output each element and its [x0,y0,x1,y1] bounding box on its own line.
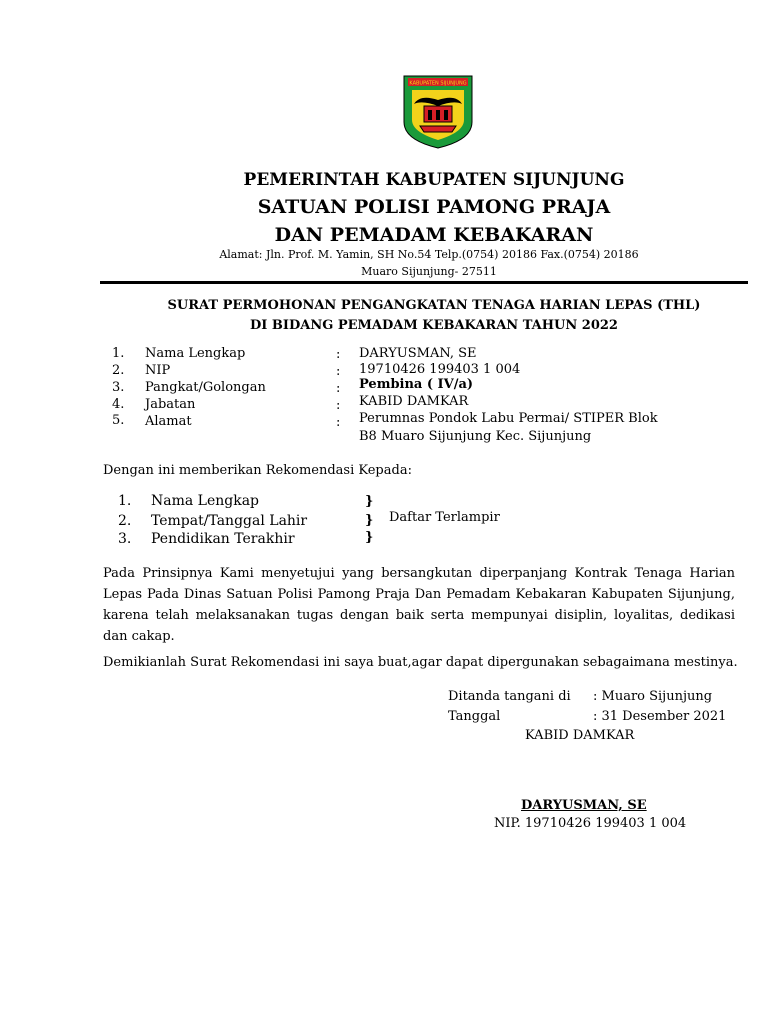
applicant-value: DARYUSMAN, SE [359,346,477,361]
date-label: Tanggal [448,709,501,724]
signed-at-value: : Muaro Sijunjung [593,689,713,704]
signer-name: DARYUSMAN, SE [521,798,647,813]
applicant-value: 19710426 199403 1 004 [359,362,521,377]
applicant-colon: : [336,398,341,413]
recipient-brace: } [365,494,374,509]
recipient-num: 2. [118,513,132,529]
applicant-label: Nama Lengkap [145,346,246,361]
applicant-colon: : [336,415,341,430]
recipient-label: Nama Lengkap [151,493,260,509]
signer-nip: NIP. 19710426 199403 1 004 [494,816,687,831]
regency-logo [398,70,478,150]
recipient-note: Daftar Terlampir [389,510,500,525]
applicant-num: 3. [112,380,125,395]
recipient-num: 3. [118,531,132,547]
recipient-brace: } [365,513,374,528]
recommendation-intro: Dengan ini memberikan Rekomendasi Kepada: [103,463,412,478]
applicant-label: NIP [145,363,171,378]
signer-position: KABID DAMKAR [525,728,635,743]
logo-text: KABUPATEN SIJUNJUNG [409,80,467,87]
letterhead-address: Alamat: Jln. Prof. M. Yamin, SH No.54 Telp.(0754) 20186 Fax.(0754) 20186 [219,248,639,261]
applicant-label: Pangkat/Golongan [145,380,266,395]
recipient-brace: } [365,530,374,545]
applicant-num: 1. [112,346,125,361]
signed-at-label: Ditanda tangani di [448,689,571,704]
applicant-label: Alamat [145,414,192,429]
recipient-num: 1. [118,493,132,509]
applicant-value-continued: B8 Muaro Sijunjung Kec. Sijunjung [359,429,592,444]
applicant-colon: : [336,381,341,396]
applicant-num: 4. [112,397,125,412]
letter-subtitle: DI BIDANG PEMADAM KEBAKARAN TAHUN 2022 [250,318,618,333]
recipient-label: Pendidikan Terakhir [151,531,295,547]
date-value: : 31 Desember 2021 [593,709,727,724]
applicant-colon: : [336,347,341,362]
body-paragraph-closing: Demikianlah Surat Rekomendasi ini saya buat,agar dapat dipergunakan sebagaimana mestinya. [103,655,738,670]
applicant-num: 2. [112,363,125,378]
letterhead-city: Muaro Sijunjung- 27511 [361,265,497,278]
recipient-label: Tempat/Tanggal Lahir [151,513,308,529]
letter-title: SURAT PERMOHONAN PENGANGKATAN TENAGA HARIAN LEPAS (THL) [167,298,701,313]
letterhead-line1: PEMERINTAH KABUPATEN SIJUNJUNG [243,170,625,190]
letterhead-divider [100,281,748,284]
applicant-value: Perumnas Pondok Labu Permai/ STIPER Blok [359,411,658,426]
applicant-label: Jabatan [145,397,196,412]
applicant-value: KABID DAMKAR [359,394,469,409]
body-paragraph-approval: Pada Prinsipnya Kami menyetujui yang bersangkutan diperpanjang Kontrak Tenaga Harian Lepas Pada Dinas Satuan Polisi Pamong Praja Dan Pemadam Kebakaran Kabupaten Sijunjung, karena telah melaksanakan tugas dengan baik serta mempunyai disiplin, loyalitas, dedikasi dan cakap. [103,566,735,644]
applicant-num: 5. [112,413,125,428]
applicant-colon: : [336,364,341,379]
letterhead-line3: DAN PEMADAM KEBAKARAN [274,224,594,246]
letterhead-line2: SATUAN POLISI PAMONG PRAJA [257,196,611,218]
applicant-value: Pembina ( IV/a) [359,377,474,392]
